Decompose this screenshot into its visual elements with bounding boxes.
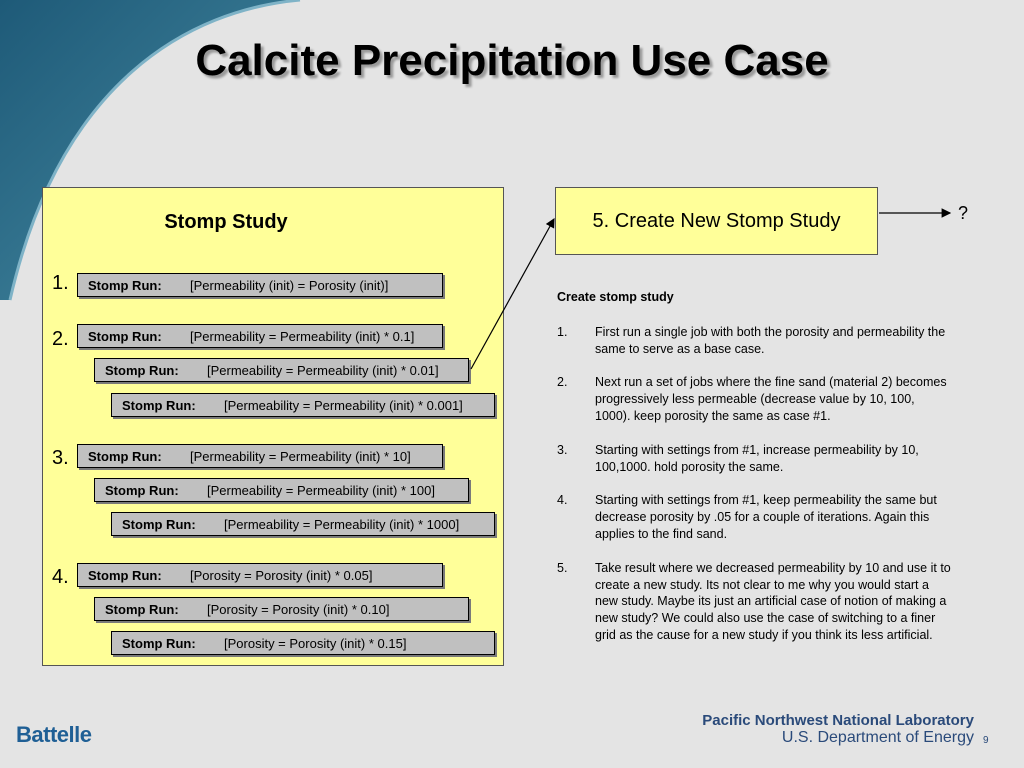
stomp-run-value: [Porosity = Porosity (init) * 0.05] (190, 568, 373, 583)
item-number: 4. (557, 493, 568, 508)
group-number: 1. (52, 272, 69, 294)
arrow-to-new-study (471, 219, 554, 369)
group-number: 2. (52, 328, 69, 350)
stomp-run-value: [Permeability = Permeability (init) * 1000] (224, 517, 460, 532)
stomp-run-value: [Permeability (init) = Porosity (init)] (190, 278, 389, 293)
result-question-mark: ? (958, 203, 969, 223)
item-text: First run a single job with both the porosity and permeability the same to serve as a base case. (595, 324, 946, 356)
description-item (557, 442, 952, 476)
group-number: 3. (52, 447, 69, 469)
stomp-run-label: Stomp Run: (105, 602, 179, 617)
stomp-run-label: Stomp Run: (105, 363, 179, 378)
description-item (557, 560, 952, 644)
stomp-run-value: [Permeability = Permeability (init) * 0.1] (190, 329, 415, 344)
group-number: 4. (52, 566, 69, 588)
stomp-run-value: [Permeability = Permeability (init) * 100] (207, 483, 435, 498)
item-number: 1. (557, 324, 568, 339)
description-panel (557, 289, 952, 661)
page-title: Calcite Precipitation Use Case (195, 36, 829, 85)
department-name: U.S. Department of Energy (781, 729, 974, 746)
lab-name: Pacific Northwest National Laboratory (702, 712, 974, 729)
stomp-run-value: [Porosity = Porosity (init) * 0.10] (207, 602, 390, 617)
item-number: 3. (557, 442, 568, 457)
stomp-run-value: [Porosity = Porosity (init) * 0.15] (224, 636, 407, 651)
battelle-logo: Battelle (16, 722, 92, 747)
stomp-run-value: [Permeability = Permeability (init) * 0.001] (224, 398, 463, 413)
stomp-run-label: Stomp Run: (122, 517, 196, 532)
item-text: Starting with settings from #1, keep permeability the same but decrease porosity by .05 for a couple of iterations. Again this applies to the find sand. (595, 493, 937, 541)
description-item (557, 374, 952, 424)
stomp-study-title: Stomp Study (164, 211, 288, 233)
stomp-run-value: [Permeability = Permeability (init) * 10] (190, 449, 411, 464)
stomp-run-label: Stomp Run: (88, 449, 162, 464)
stomp-run-label: Stomp Run: (122, 398, 196, 413)
stomp-run-label: Stomp Run: (105, 483, 179, 498)
item-number: 5. (557, 560, 568, 575)
description-item (557, 492, 952, 542)
stomp-run-label: Stomp Run: (122, 636, 196, 651)
item-text: Take result where we decreased permeability by 10 and use it to create a new study. Its not clear to me why you would start a new study. Maybe its just an artificial case of notion of making a new study? We could also use the case of switching to a finer grid as the cause for a new study if you think its less artificial. (595, 560, 951, 642)
description-heading: Create stomp study (557, 290, 674, 304)
page-number: 9 (983, 735, 989, 746)
create-new-study-box: 5. Create New Stomp Study (555, 187, 878, 255)
stomp-run-label: Stomp Run: (88, 568, 162, 583)
item-number: 2. (557, 375, 568, 390)
stomp-run-label: Stomp Run: (88, 329, 162, 344)
item-text: Next run a set of jobs where the fine sand (material 2) becomes progressively less permeable (decrease value by 10, 100, 1000). keep porosity the same as case #1. (595, 375, 947, 423)
item-text: Starting with settings from #1, increase permeability by 10, 100,1000. hold porosity the same. (595, 442, 919, 474)
pnnl-logo (702, 712, 974, 747)
description-item (557, 324, 952, 358)
stomp-run-label: Stomp Run: (88, 278, 162, 293)
stomp-run-value: [Permeability = Permeability (init) * 0.01] (207, 363, 439, 378)
